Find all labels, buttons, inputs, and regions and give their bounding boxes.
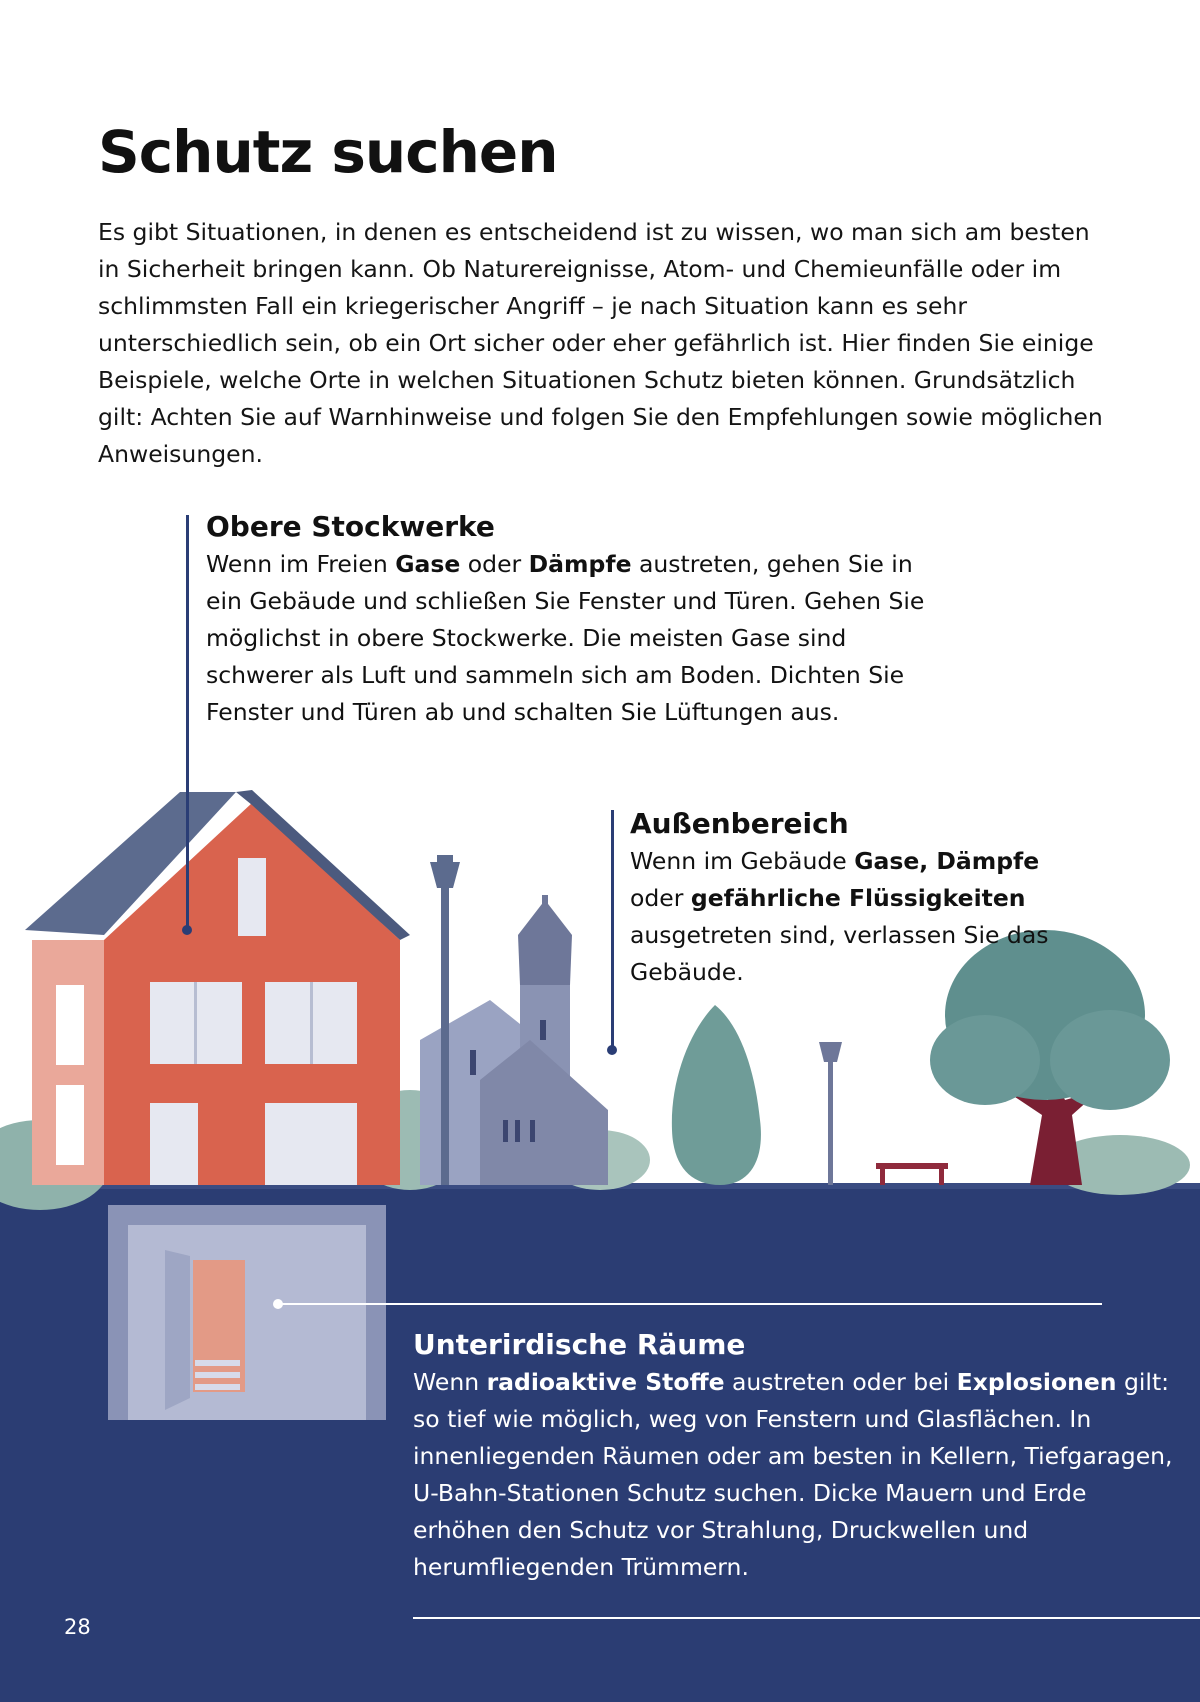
text-segment: austreten oder bei <box>724 1368 957 1396</box>
bold-term: Explosionen <box>956 1368 1117 1396</box>
section-unter-title: Unterirdische Räume <box>413 1328 746 1361</box>
section-unter-body <box>413 1364 1183 1586</box>
section-obere-body <box>206 546 926 731</box>
text-segment: gilt: so tief wie möglich, weg von Fenstern und Glasflächen. In innenliegenden Räumen oder am besten in Kellern, Tiefgaragen, U-Bahn-Stationen Schutz suchen. Dicke Mauern und Erde erhöhen den Schutz vor Strahlung, Druckwellen und herumfliegenden Trümmern. <box>413 1368 1173 1581</box>
underground-pointer-line <box>278 1303 1102 1305</box>
text-segment: Wenn im Gebäude <box>630 847 855 875</box>
text-segment: oder <box>460 550 529 578</box>
section-aussen-body <box>630 843 1080 991</box>
section-obere-stockwerke <box>206 508 926 731</box>
underground-bottom-rule <box>413 1617 1200 1619</box>
bold-term: Gase, Dämpfe <box>854 847 1040 875</box>
house <box>25 790 410 1185</box>
bold-term: Gase <box>395 550 461 578</box>
aussen-pointer-dot <box>607 1045 617 1055</box>
bold-term: gefährliche Flüssigkeiten <box>690 884 1026 912</box>
street-lamp-small <box>819 1042 842 1185</box>
section-aussen-title: Außenbereich <box>630 807 849 840</box>
text-segment: austreten, gehen Sie in ein Gebäude und schließen Sie Fenster und Türen. Gehen Sie möglichst in obere Stockwerke. Die meisten Gase sind schwerer als Luft und sammeln sich am Boden. Dichten Sie Fenster und Türen ab und schalten Sie Lüftungen aus. <box>206 550 925 726</box>
intro-paragraph: Es gibt Situationen, in denen es entscheidend ist zu wissen, wo man sich am besten in Sicherheit bringen kann. Ob Naturereignisse, Atom- und Chemieunfälle oder im schlimmsten Fall ein kriegerischer Angriff – je nach Situation kann es sehr unterschiedlich sein, ob ein Ort sicher oder eher gefährlich ist. Hier finden Sie einige Beispiele, welche Orte in welchen Situationen Schutz bieten können. Grundsätzlich gilt: Achten Sie auf Warnhinweise und folgen Sie den Empfehlungen sowie möglichen Anweisungen. <box>98 218 1103 468</box>
section-obere-title: Obere Stockwerke <box>206 510 495 543</box>
underground-pointer-dot <box>273 1299 283 1309</box>
text-segment: oder <box>630 884 691 912</box>
page-number: 28 <box>64 1615 91 1639</box>
page-title: Schutz suchen <box>98 118 558 186</box>
park-bench <box>876 1163 948 1185</box>
bunker <box>108 1205 386 1420</box>
text-segment: ausgetreten sind, verlassen Sie das Gebäude. <box>630 921 1049 986</box>
bold-term: Dämpfe <box>528 550 632 578</box>
bold-term: radioaktive Stoffe <box>486 1368 725 1396</box>
text-segment: Wenn <box>413 1368 487 1396</box>
cypress-tree <box>672 1005 761 1185</box>
section-aussenbereich <box>630 805 1080 991</box>
aussen-pointer-line <box>611 810 614 1050</box>
text-segment: Wenn im Freien <box>206 550 396 578</box>
section-unterirdische-raeume <box>413 1326 1183 1586</box>
obere-pointer-dot <box>182 925 192 935</box>
obere-pointer-line <box>186 515 189 930</box>
